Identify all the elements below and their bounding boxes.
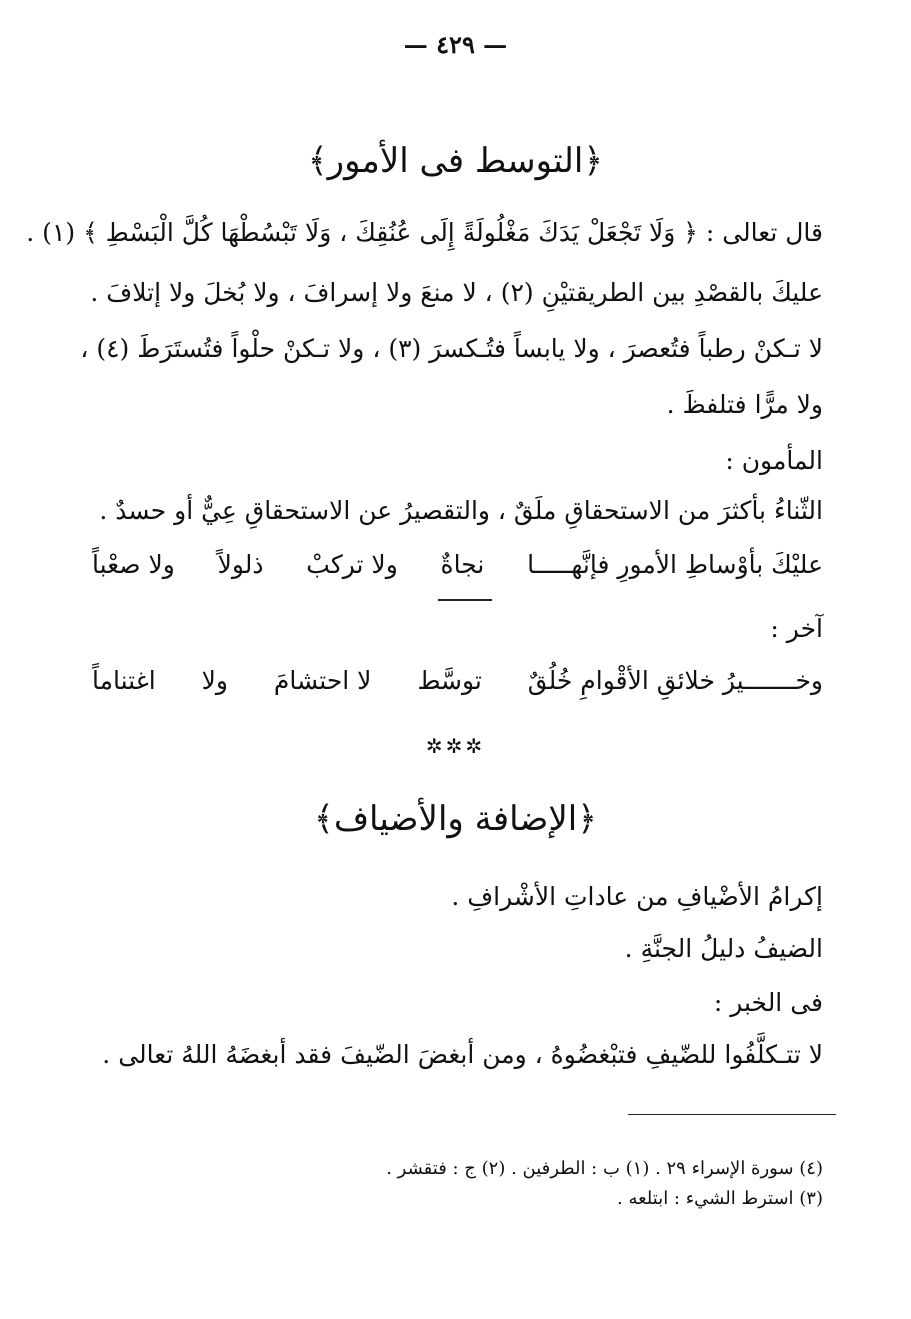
verse-1-first-hemistich: عليْكَ بأوْساطِ الأمورِ فإنَّهـــــا <box>527 550 823 579</box>
poem-verse-2 <box>92 666 823 695</box>
footnote-rule <box>628 1114 836 1115</box>
text-line-4: ولا مرًّا فتلفظَ . <box>666 390 823 419</box>
section-separator-stars: ✲✲✲ <box>425 734 486 758</box>
section-title-hospitality: ﴿الإضافة والأضياف﴾ <box>313 799 598 839</box>
verse-2-word-2: لا احتشامَ <box>273 666 372 695</box>
divider-line <box>438 599 492 601</box>
verse-2-word-1: توسَّط <box>417 666 482 695</box>
verse-1-word-1: نجاةٌ <box>440 550 485 579</box>
saying-praise: الثّناءُ بأكثرَ من الاستحقاقِ ملَقٌ ، والتقصيرُ عن الاستحقاقِ عِيٌّ أو حسدٌ . <box>99 496 823 525</box>
section-title-moderation: ﴿التوسط فى الأمور﴾ <box>307 141 604 181</box>
verse-1-word-2: ولا تركبْ <box>306 550 398 579</box>
verse-1-word-3: ذلولاً <box>217 550 264 579</box>
verse-1-word-4: ولا صعْباً <box>92 550 175 579</box>
attribution-hadith: فى الخبر : <box>713 988 823 1017</box>
hadith-text: لا تتـكلَّفُوا للضّيفِ فتبْغضُوهُ ، ومن أبغضَ الضّيفَ فقد أبغضَهُ اللهُ تعالى . <box>102 1040 823 1069</box>
poem-verse-1 <box>92 550 823 579</box>
attribution-other: آخر : <box>770 614 823 643</box>
quran-verse-line: قال تعالى : ﴿ وَلَا تَجْعَلْ يَدَكَ مَغْلُولَةً إِلَى عُنُقِكَ ، وَلَا تَبْسُطْهَا كُلَّ الْبَسْطِ ﴾ (١) . <box>26 218 823 247</box>
attribution-mamun: المأمون : <box>725 446 823 475</box>
footnote-line-1: (٤) سورة الإسراء ٢٩ . (١) ب : الطرفين . (٢) ج : فتقشر . <box>386 1158 823 1179</box>
footnote-line-2: (٣) استرط الشيء : ابتلعه . <box>617 1188 823 1209</box>
verse-2-first-hemistich: وخـــــــيرُ خلائقِ الأقْوامِ خُلُقٌ <box>527 666 823 695</box>
verse-2-word-4: اغتناماً <box>92 666 156 695</box>
page-number: — ٤٢٩ — <box>403 30 508 59</box>
hospitality-line-1: إكرامُ الأضْيافِ من عاداتِ الأشْرافِ . <box>451 882 823 911</box>
hospitality-line-2: الضيفُ دليلُ الجنَّةِ . <box>624 934 823 963</box>
text-line-3: لا تـكنْ رطباً فتُعصرَ ، ولا يابساً فتُـكسرَ (٣) ، ولا تـكنْ حلْواً فتُستَرَطَ (٤) ، <box>80 334 823 363</box>
verse-2-word-3: ولا <box>201 666 228 695</box>
text-line-2: عليكَ بالقصْدِ بين الطريقتيْنِ (٢) ، لا منعَ ولا إسرافَ ، ولا بُخلَ ولا إتلافَ . <box>90 278 823 307</box>
